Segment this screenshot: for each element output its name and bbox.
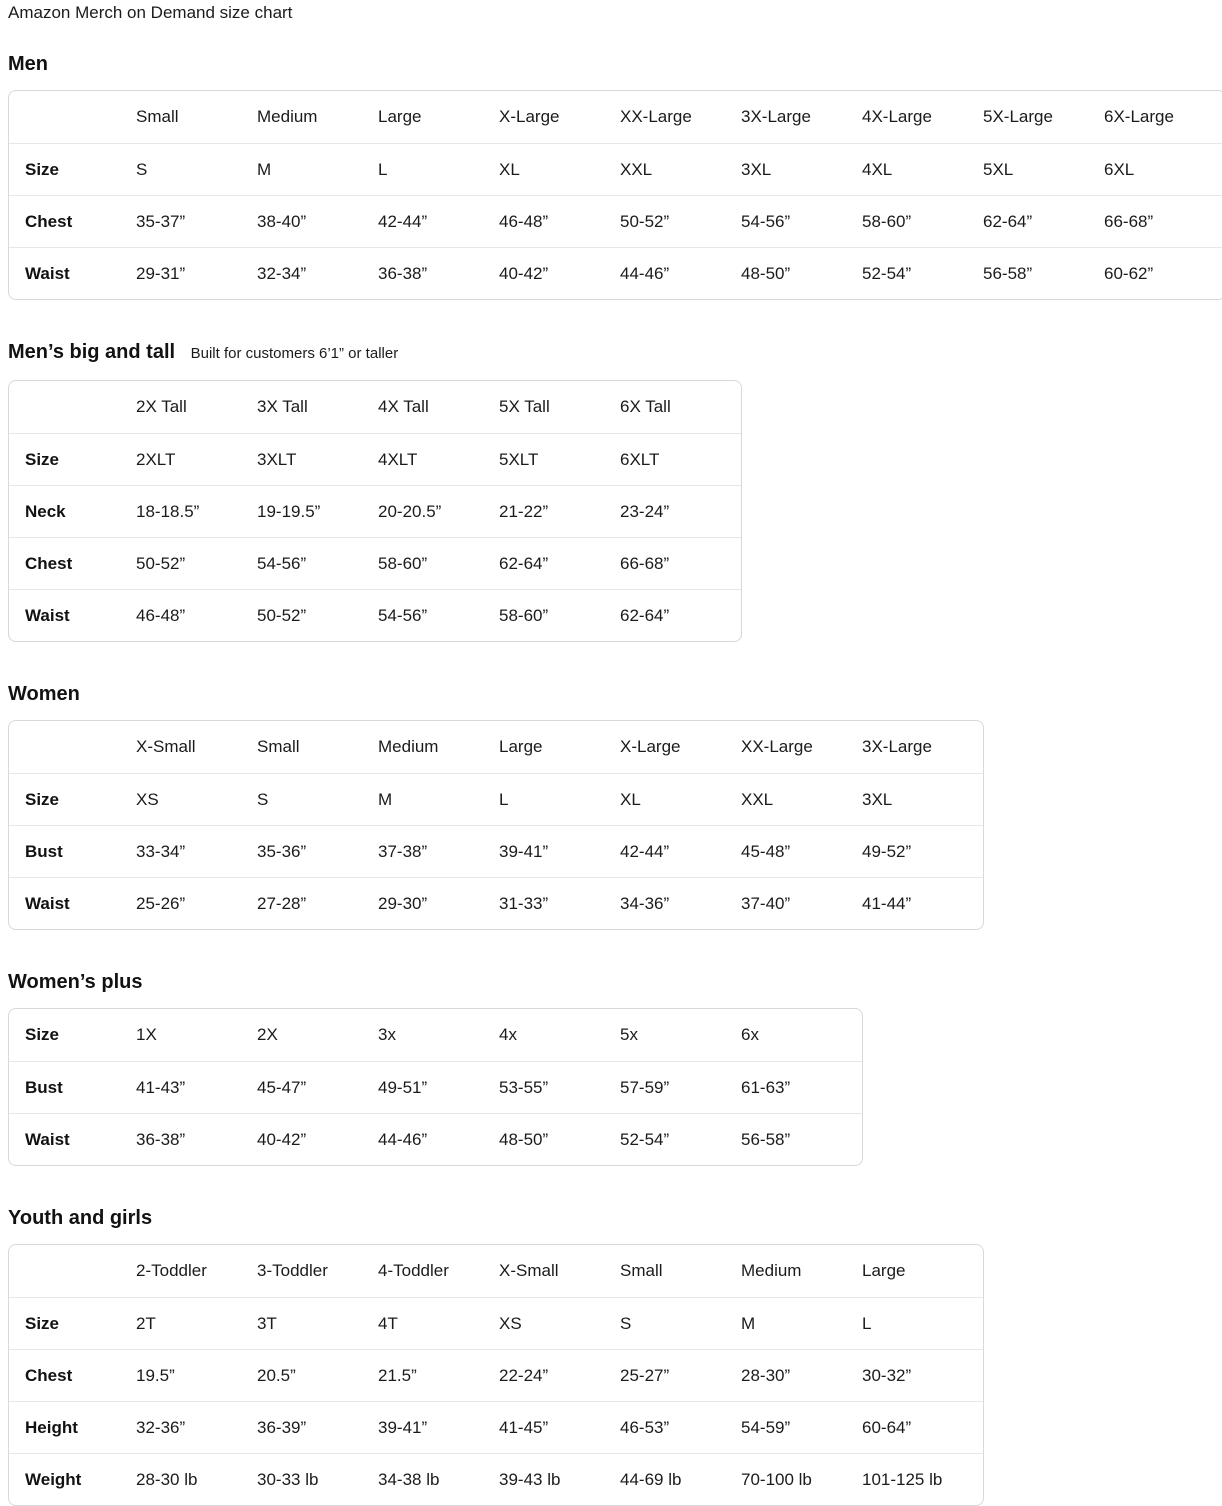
table-cell: 48-50” — [499, 1129, 549, 1149]
section-men — [8, 52, 1214, 300]
table-cell: 5XLT — [499, 449, 539, 469]
table-cell: 4XLT — [378, 449, 418, 469]
table-cell: 50-52” — [620, 211, 670, 231]
column-header-cell: 4X Tall — [378, 397, 429, 416]
section-women — [8, 682, 1214, 930]
women-size-table — [8, 720, 984, 930]
table-cell: 3T — [257, 1313, 277, 1333]
table-cell: 58-60” — [862, 211, 912, 231]
table-cell: 5XL — [983, 159, 1014, 179]
table-cell: S — [136, 159, 148, 179]
row-label-cell: Waist — [25, 605, 70, 625]
table-cell: 6XLT — [620, 449, 660, 469]
table-cell: 40-42” — [499, 263, 549, 283]
section-heading-text: Men’s big and tall — [8, 341, 176, 363]
table-cell: 19.5” — [136, 1365, 175, 1385]
table-cell: 23-24” — [620, 501, 670, 521]
row-label-cell: Size — [25, 1313, 60, 1333]
column-header-cell: 3X Tall — [257, 397, 308, 416]
table-cell: 39-41” — [378, 1417, 428, 1437]
table-header-row — [9, 381, 741, 433]
column-header-cell: X-Small — [499, 1261, 559, 1280]
table-cell: 30-33 lb — [257, 1469, 319, 1489]
table-cell: 58-60” — [378, 553, 428, 573]
table-cell: 5x — [620, 1025, 638, 1044]
table-cell: 44-46” — [378, 1129, 428, 1149]
row-label-cell: Weight — [25, 1469, 82, 1489]
table-cell: 35-37” — [136, 211, 186, 231]
table-cell: 54-56” — [741, 211, 791, 231]
table-row — [9, 1401, 983, 1453]
table-row — [9, 773, 983, 825]
table-cell: 35-36” — [257, 841, 307, 861]
table-cell: 29-30” — [378, 893, 428, 913]
column-header-cell: 6X-Large — [1104, 107, 1174, 126]
table-cell: 46-48” — [136, 605, 186, 625]
table-cell: 46-53” — [620, 1417, 670, 1437]
table-row — [9, 195, 1222, 247]
table-cell: 27-28” — [257, 893, 307, 913]
table-cell: 42-44” — [378, 211, 428, 231]
table-header-row — [9, 1245, 983, 1297]
table-cell: 38-40” — [257, 211, 307, 231]
table-cell: 20-20.5” — [378, 501, 442, 521]
table-cell: 54-59” — [741, 1417, 791, 1437]
table-cell: 50-52” — [136, 553, 186, 573]
table-cell: 2T — [136, 1313, 156, 1333]
table-cell: XL — [499, 159, 520, 179]
table-header-row — [9, 91, 1222, 143]
table-cell: 30-32” — [862, 1365, 912, 1385]
table-row — [9, 1349, 983, 1401]
table-cell: 46-48” — [499, 211, 549, 231]
table-cell: 22-24” — [499, 1365, 549, 1385]
column-header-cell: Medium — [257, 107, 318, 126]
section-subtitle: Built for customers 6’1” or taller — [190, 345, 399, 362]
table-cell: 49-51” — [378, 1077, 428, 1097]
table-cell: 62-64” — [499, 553, 549, 573]
table-cell: 40-42” — [257, 1129, 307, 1149]
table-row — [9, 433, 741, 485]
table-cell: 45-48” — [741, 841, 791, 861]
column-header-cell: 3X-Large — [741, 107, 811, 126]
table-cell: L — [499, 789, 509, 809]
section-heading-text: Men — [8, 53, 48, 75]
column-header-cell: 3-Toddler — [257, 1261, 328, 1280]
section-heading-text: Youth and girls — [8, 1207, 153, 1229]
table-cell: 50-52” — [257, 605, 307, 625]
table-cell: 44-69 lb — [620, 1469, 682, 1489]
table-cell: 6x — [741, 1025, 759, 1044]
section-heading-women — [8, 682, 1214, 706]
table-cell: 4XL — [862, 159, 893, 179]
table-cell: 56-58” — [983, 263, 1033, 283]
table-cell: 60-64” — [862, 1417, 912, 1437]
column-header-cell: X-Large — [499, 107, 560, 126]
row-label-cell: Waist — [25, 263, 70, 283]
table-cell: 3XL — [741, 159, 772, 179]
table-cell: 2X — [257, 1025, 278, 1044]
section-heading-youth — [8, 1206, 1214, 1230]
table-row — [9, 485, 741, 537]
table-cell: 39-43 lb — [499, 1469, 561, 1489]
table-cell: M — [257, 159, 272, 179]
table-cell: 41-44” — [862, 893, 912, 913]
column-header-cell: Medium — [378, 737, 439, 756]
row-label-cell: Size — [25, 449, 60, 469]
table-cell: 20.5” — [257, 1365, 296, 1385]
row-label-cell: Bust — [25, 841, 63, 861]
column-header-cell: 4-Toddler — [378, 1261, 449, 1280]
table-row — [9, 537, 741, 589]
table-cell: 32-36” — [136, 1417, 186, 1437]
table-cell: 48-50” — [741, 263, 791, 283]
table-cell: XL — [620, 789, 641, 809]
table-cell: 60-62” — [1104, 263, 1154, 283]
table-cell: 34-36” — [620, 893, 670, 913]
table-cell: 66-68” — [620, 553, 670, 573]
row-label-cell: Size — [25, 789, 60, 809]
column-header-cell: XX-Large — [620, 107, 692, 126]
row-label-cell: Height — [25, 1417, 78, 1437]
table-cell: L — [862, 1313, 872, 1333]
row-label-cell: Chest — [25, 1365, 73, 1385]
table-cell: 3XLT — [257, 449, 297, 469]
table-cell: M — [741, 1313, 756, 1333]
table-cell: 25-26” — [136, 893, 186, 913]
table-cell: 61-63” — [741, 1077, 791, 1097]
table-cell: 28-30 lb — [136, 1469, 198, 1489]
table-cell: 42-44” — [620, 841, 670, 861]
column-header-cell: Large — [499, 737, 543, 756]
table-cell: 28-30” — [741, 1365, 791, 1385]
men-size-table — [8, 90, 1222, 300]
row-label-cell: Waist — [25, 1129, 70, 1149]
table-cell: 58-60” — [499, 605, 549, 625]
section-heading-womens-plus — [8, 970, 1214, 994]
column-header-cell: Large — [378, 107, 422, 126]
column-header-cell: 4X-Large — [862, 107, 932, 126]
table-cell: 52-54” — [620, 1129, 670, 1149]
table-cell: 101-125 lb — [862, 1469, 943, 1489]
table-cell: XXL — [741, 789, 774, 809]
column-header-cell: Small — [620, 1261, 663, 1280]
column-header-cell: Small — [136, 107, 179, 126]
table-row — [9, 1113, 862, 1165]
section-heading-big-and-tall — [8, 340, 1214, 366]
table-cell: 54-56” — [378, 605, 428, 625]
table-cell: 4x — [499, 1025, 517, 1044]
table-cell: 29-31” — [136, 263, 186, 283]
table-row — [9, 1453, 983, 1505]
row-label-cell: Waist — [25, 893, 70, 913]
table-cell: 34-38 lb — [378, 1469, 440, 1489]
table-cell: 36-38” — [136, 1129, 186, 1149]
column-header-cell: XX-Large — [741, 737, 813, 756]
table-row — [9, 877, 983, 929]
table-cell: 62-64” — [620, 605, 670, 625]
row-label-cell: Size — [25, 159, 60, 179]
big-and-tall-size-table — [8, 380, 742, 642]
table-cell: 56-58” — [741, 1129, 791, 1149]
table-cell: 57-59” — [620, 1077, 670, 1097]
column-header-cell: X-Large — [620, 737, 681, 756]
table-row — [9, 1297, 983, 1349]
table-cell: 45-47” — [257, 1077, 307, 1097]
table-cell: S — [257, 789, 269, 809]
table-cell: 25-27” — [620, 1365, 670, 1385]
section-youth-and-girls — [8, 1206, 1214, 1506]
table-cell: 62-64” — [983, 211, 1033, 231]
table-cell: 33-34” — [136, 841, 186, 861]
table-cell: 19-19.5” — [257, 501, 321, 521]
table-cell: 37-38” — [378, 841, 428, 861]
column-header-cell: 2-Toddler — [136, 1261, 207, 1280]
table-cell: 36-39” — [257, 1417, 307, 1437]
table-cell: 31-33” — [499, 893, 549, 913]
table-cell: 32-34” — [257, 263, 307, 283]
table-cell: XS — [136, 789, 159, 809]
table-cell: 4T — [378, 1313, 398, 1333]
table-row — [9, 589, 741, 641]
column-header-cell: 5X-Large — [983, 107, 1053, 126]
table-row — [9, 825, 983, 877]
table-cell: 37-40” — [741, 893, 791, 913]
table-cell: 36-38” — [378, 263, 428, 283]
column-header-cell: 2X Tall — [136, 397, 187, 416]
table-row — [9, 1009, 862, 1061]
column-header-cell: 6X Tall — [620, 397, 671, 416]
table-cell: 21-22” — [499, 501, 549, 521]
table-cell: 2XLT — [136, 449, 176, 469]
row-label-cell: Neck — [25, 501, 66, 521]
table-header-row — [9, 721, 983, 773]
table-cell: 18-18.5” — [136, 501, 200, 521]
column-header-cell: Medium — [741, 1261, 802, 1280]
column-header-cell: Large — [862, 1261, 906, 1280]
table-cell: 41-43” — [136, 1077, 186, 1097]
column-header-cell: 5X Tall — [499, 397, 550, 416]
section-mens-big-and-tall — [8, 340, 1214, 642]
table-cell: M — [378, 789, 393, 809]
section-heading-text: Women — [8, 683, 80, 705]
table-cell: L — [378, 159, 388, 179]
table-cell: 21.5” — [378, 1365, 417, 1385]
table-cell: 39-41” — [499, 841, 549, 861]
womens-plus-size-table — [8, 1008, 863, 1166]
youth-size-table — [8, 1244, 984, 1506]
table-cell: XXL — [620, 159, 653, 179]
table-cell: 49-52” — [862, 841, 912, 861]
table-cell: 66-68” — [1104, 211, 1154, 231]
table-cell: 6XL — [1104, 159, 1135, 179]
table-cell: 41-45” — [499, 1417, 549, 1437]
table-cell: 44-46” — [620, 263, 670, 283]
row-label-cell: Bust — [25, 1077, 63, 1097]
page-title: Amazon Merch on Demand size chart — [8, 3, 293, 22]
section-heading-text: Women’s plus — [8, 971, 143, 993]
table-cell: 3x — [378, 1025, 396, 1044]
table-cell: 53-55” — [499, 1077, 549, 1097]
section-heading-men — [8, 52, 1214, 76]
column-header-cell: X-Small — [136, 737, 196, 756]
row-label-cell: Size — [25, 1025, 60, 1044]
column-header-cell: Small — [257, 737, 300, 756]
row-label-cell: Chest — [25, 211, 73, 231]
column-header-cell: 3X-Large — [862, 737, 932, 756]
table-cell: 52-54” — [862, 263, 912, 283]
table-cell: XS — [499, 1313, 522, 1333]
table-cell: 3XL — [862, 789, 893, 809]
table-cell: S — [620, 1313, 632, 1333]
table-cell: 70-100 lb — [741, 1469, 812, 1489]
table-row — [9, 1061, 862, 1113]
table-cell: 54-56” — [257, 553, 307, 573]
table-cell: 1X — [136, 1025, 157, 1044]
table-row — [9, 247, 1222, 299]
row-label-cell: Chest — [25, 553, 73, 573]
section-womens-plus — [8, 970, 1214, 1166]
table-row — [9, 143, 1222, 195]
